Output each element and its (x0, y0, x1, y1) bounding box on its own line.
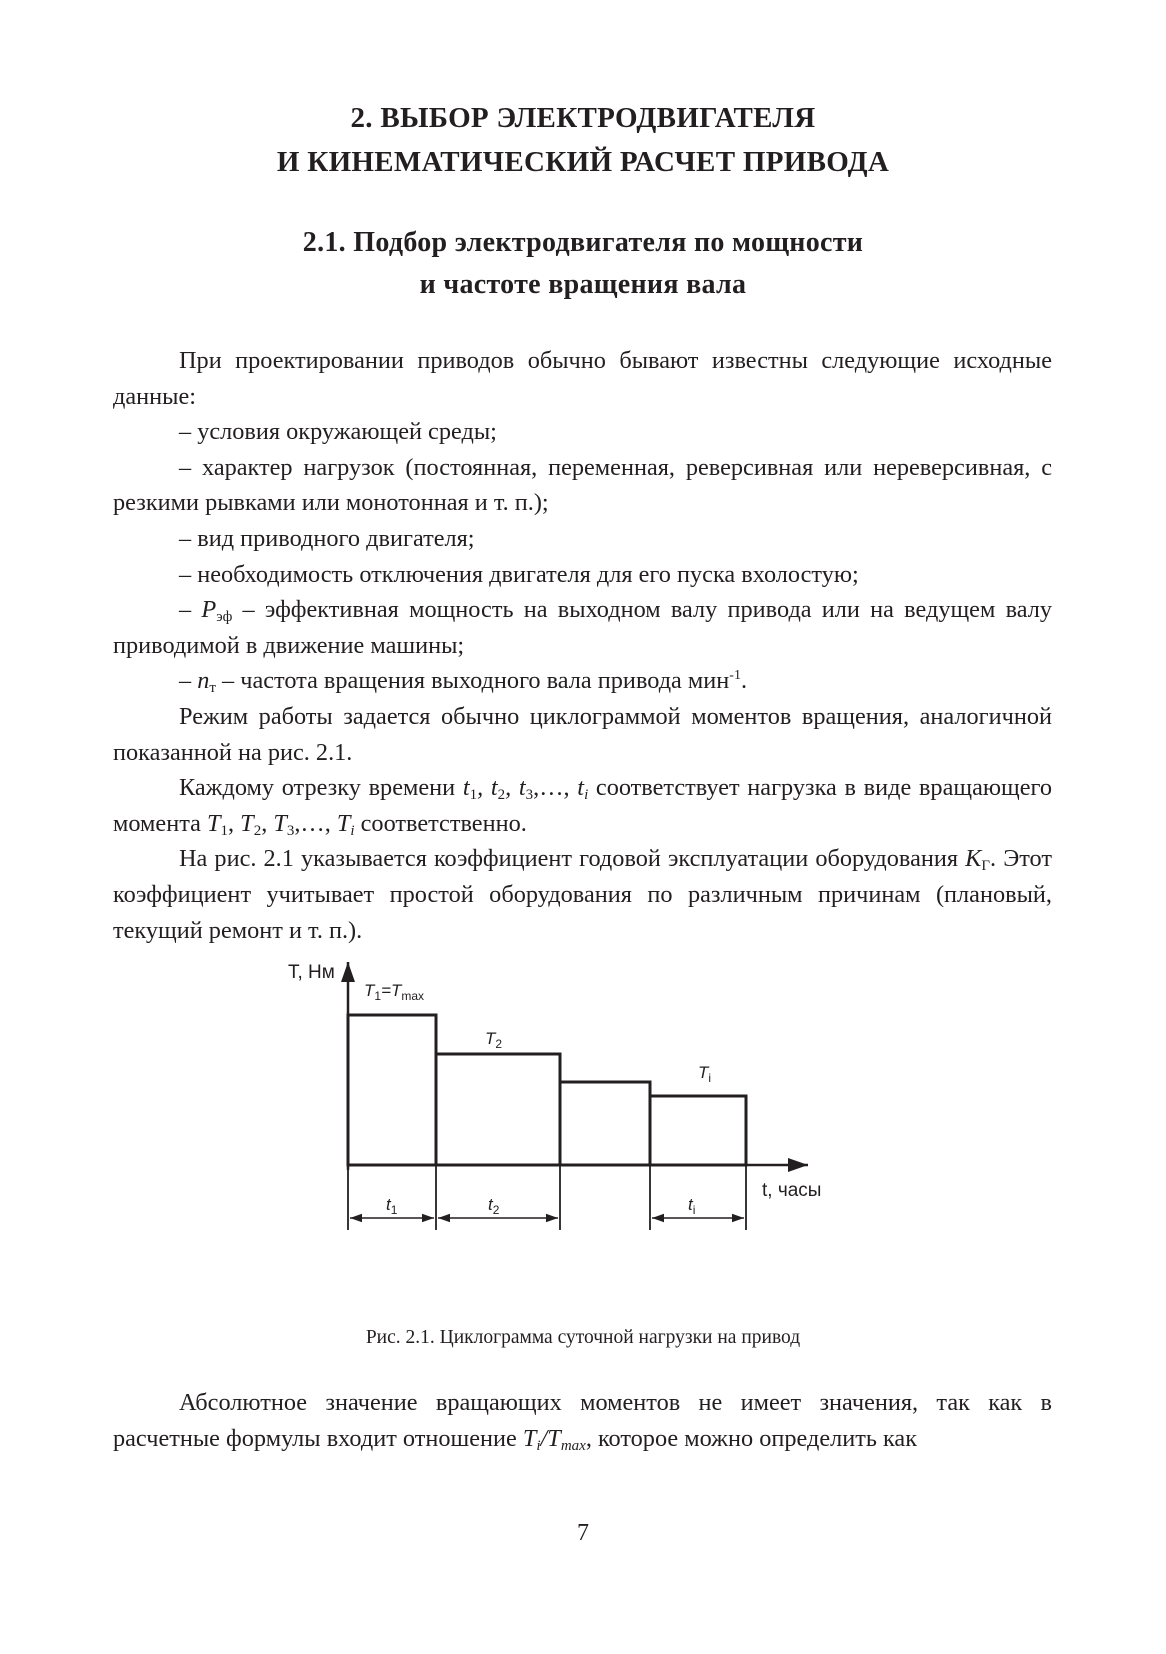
page-number: 7 (577, 1520, 589, 1546)
figure-caption: Рис. 2.1. Циклограмма суточной нагрузки на привод (365, 1327, 801, 1348)
x-axis-label: t, часы (762, 1180, 822, 1201)
section-title (0, 222, 1166, 306)
load-cyclogram-figure (280, 962, 880, 1300)
label-Ti: $T_i$ (698, 1063, 712, 1085)
intro-paragraph: При проектировании приводов обычно бывают известны следующие исходные данные: (113, 347, 1052, 410)
section-title-line2: и частоте вращения вала (419, 269, 747, 300)
section-title-line1: 2.1. Подбор электродвигателя по мощности (302, 227, 864, 258)
load-block-ti (650, 1096, 746, 1165)
list-item-effective-power: – $P_{эф}$ – эффективная мощность на выходном валу привода или на ведущем валу приводимой в движение машины; (113, 596, 1052, 659)
load-block-t1 (348, 1015, 436, 1165)
ratio-paragraph: Абсолютное значение вращающих моментов не имеет значения, так как в расчетные формулы входит отношение $T_i/T_{max}$, которое можно определить как (113, 1389, 1052, 1454)
chapter-title (0, 96, 1166, 184)
load-block-t2 (436, 1054, 560, 1165)
body-text-continued (113, 1385, 1052, 1456)
list-item-idle-start: – необходимость отключения двигателя для его пуска вхолостую; (179, 560, 859, 588)
list-item-rotation-frequency: – $n_т$ – частота вращения выходного вала привода мин$^{-1}$. (179, 667, 748, 697)
label-t1-max: $T_1=T_{max}$ (364, 981, 425, 1003)
label-ti: $t_i$ (688, 1195, 696, 1217)
body-text (113, 343, 1052, 948)
mode-paragraph: Режим работы задается обычно циклограммой моментов вращения, аналогичной показанной на рис. 2.1. (113, 702, 1052, 766)
label-T2: $T_2$ (485, 1029, 503, 1051)
load-block-t3 (560, 1082, 650, 1165)
label-t1: $t_1$ (386, 1195, 398, 1217)
y-axis-label: T, Нм (288, 962, 335, 983)
chapter-title-line1: 2. ВЫБОР ЭЛЕКТРОДВИГАТЕЛЯ (350, 102, 816, 134)
label-t2: $t_2$ (488, 1195, 500, 1217)
list-item-motor-type: – вид приводного двигателя; (179, 524, 475, 552)
load-cyclogram-chart (280, 962, 880, 1300)
list-item-environment: – условия окружающей среды; (179, 418, 497, 446)
segments-paragraph: Каждому отрезку времени $t_1$, $t_2$, $t_3,\dots$, $t_i$ соответствует нагрузка в виде вращающего момента $T_1$, $T_2$, $T_3,\dots$, $T_i$ соответственно. (113, 774, 1053, 839)
list-item-load-character: – характер нагрузок (постоянная, переменная, реверсивная или нереверсивная, с резкими рывками или монотонная и т. п.); (113, 453, 1052, 517)
coefficient-paragraph: На рис. 2.1 указывается коэффициент годовой эксплуатации оборудования $K_Г$. Этот коэффициент учитывает простой оборудования по различным причинам (плановый, текущий ремонт и т. п.). (113, 845, 1052, 944)
chapter-title-line2: И КИНЕМАТИЧЕСКИЙ РАСЧЕТ ПРИВОДА (276, 146, 890, 178)
